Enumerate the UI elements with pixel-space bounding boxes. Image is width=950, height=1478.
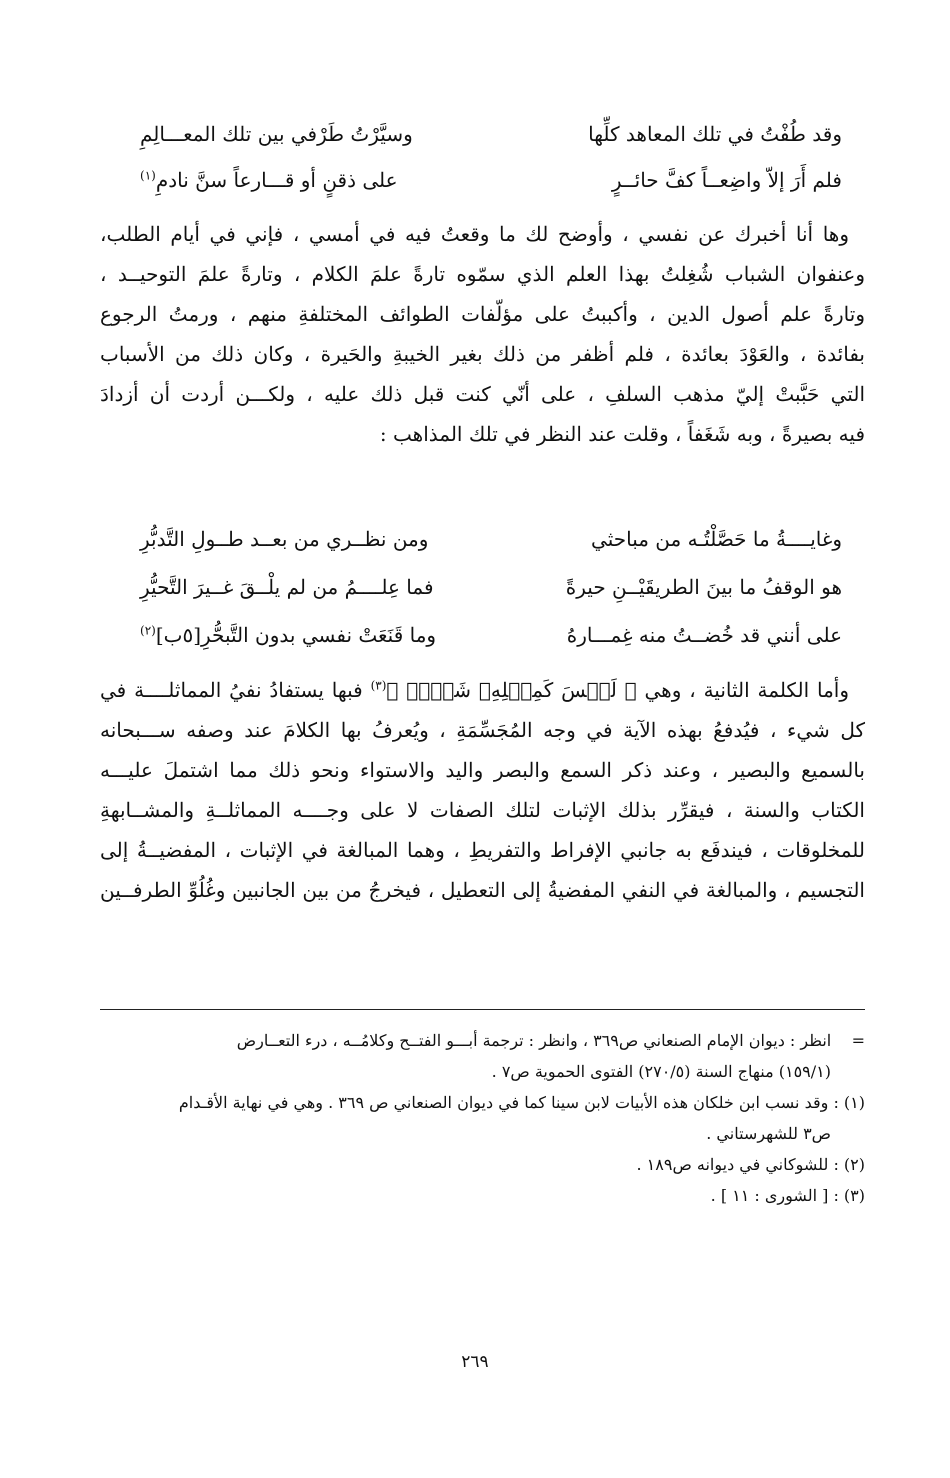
prose-line: وعنفوان الشباب شُغِلتُ بهذا العلم الذي سمّوه تارةً علمَ الكلام ، وتارةً علمَ التوحيــد ، bbox=[100, 262, 865, 286]
footnote-mark: (١) : bbox=[833, 1093, 865, 1112]
prose-line: للمخلوقات ، فيندفَع به جانبي الإفراط والتفريطِ ، وهما المبالغة في الإثبات ، المفضيــةُ إلى bbox=[100, 838, 865, 862]
prose-line: وها أنا أخبرك عن نفسي ، وأوضح لك ما وقعتُ فيه في أمسي ، فإني في أيام الطلب، bbox=[100, 222, 849, 246]
verse-line-4 bbox=[100, 567, 862, 607]
prose-line: الكتاب والسنة ، فيقرِّر بذلك الإثبات لتلك الصفات لا على وجــــه المماثلــةِ والمشــابهةِ bbox=[100, 798, 865, 822]
prose-line: وتارةً علم أصول الدين ، وأكببتُ على مؤلّفات الطوائف المختلفةِ منهم ، ورمتُ الرجوع bbox=[100, 302, 865, 326]
prose-line bbox=[100, 670, 865, 710]
verse-line-5 bbox=[100, 615, 862, 655]
verse-1-first-hemistich: وقد طُفْتُ في تلك المعاهد كلِّها bbox=[588, 122, 842, 146]
prose-lead: وأما الكلمة الثانية ، وهي bbox=[636, 678, 850, 702]
verse-line-2 bbox=[100, 160, 862, 200]
prose-line: التي حَبَّبتْ إليّ مذهب السلفِ ، على أنّي كنت قبل ذلك عليه ، ولكـــن أردت أن أزدادَ bbox=[100, 382, 865, 406]
footnote-text-continued: ص٣ للشهرستاني . bbox=[706, 1124, 831, 1143]
verse-line-3 bbox=[100, 519, 862, 559]
footnote-text: وقد نسب ابن خلكان هذه الأبيات لابن سينا كما في ديوان الصنعاني ص ٣٦٩ . وهي في نهاية الأقـدام bbox=[178, 1093, 829, 1112]
verse-5-first-hemistich: على أنني قد خُضــتُ منه غِمـــارهُ bbox=[566, 623, 842, 647]
verse-3-second-hemistich: ومن نظــري من بعــد طــولِ التَّدبُّرِ bbox=[140, 527, 429, 551]
footnote-text: للشوكاني في ديوانه ص١٨٩ . bbox=[636, 1155, 829, 1174]
verse-5-second-hemistich: وما قَنَعَتْ نفسي بدون التَّبحُّرِ[٥ب]$^{(٢)}$ bbox=[140, 623, 437, 647]
footnote-text: [ الشورى : ١١ ] . bbox=[710, 1186, 829, 1205]
footnotes bbox=[100, 1025, 865, 1211]
prose-line: بفائدة ، والعَوْدَ بعائدة ، فلم أظفر من ذلك بغير الخيبةِ والحَيرة ، وكان ذلك من الأسباب bbox=[100, 342, 865, 366]
prose-tail: فبها يستفادُ نفيُ المماثلــــة في bbox=[100, 678, 371, 702]
verse-4-second-hemistich: فما عِلــــمُ من لم يلْــقَ غــيرَ التَّحيُّرِ bbox=[140, 575, 434, 599]
prose-line: كل شيء ، فيُدفعُ بهذه الآية في وجه المُجَسِّمَةِ ، ويُعرفُ بها الكلامَ عند وصفه ســـبحانه bbox=[100, 718, 865, 742]
footnote-mark: (٣) : bbox=[833, 1186, 865, 1205]
verse-4-first-hemistich: هو الوقفُ ما بينَ الطريقَيْــنِ حيرةً bbox=[565, 575, 842, 599]
footnote-continuation bbox=[100, 1025, 865, 1087]
footnote-separator bbox=[100, 1009, 865, 1010]
verse-2-first-hemistich: فلم أَرَ إلاّ واضِعــاً كفَّ حائــرٍ bbox=[611, 168, 842, 192]
footnote-1 bbox=[100, 1087, 865, 1149]
verse-1-second-hemistich: وسيَّرْتُ طَرْفي بين تلك المعـــالِمِ bbox=[140, 122, 413, 146]
verse-3-first-hemistich: وغايــــةُ ما حَصَّلْتُـه من مباحثي bbox=[591, 527, 842, 551]
page-number: ٢٦٩ bbox=[461, 1352, 489, 1372]
footnote-mark: (٢) : bbox=[833, 1155, 865, 1174]
footnote-ref-1[interactable]: (١) bbox=[140, 168, 156, 183]
footnote-3 bbox=[100, 1180, 865, 1211]
footnote-text-continued: (١٥٩/١) منهاج السنة (٢٧٠/٥) الفتوى الحموية ص٧ . bbox=[491, 1062, 831, 1081]
footnote-2 bbox=[100, 1149, 865, 1180]
quran-quote: ﴿ لَيۡسَ كَمِثۡلِهِۦ شَيۡءٞ ﴾ bbox=[386, 678, 637, 702]
prose-line: التجسيم ، والمبالغة في النفي المفضيةُ إلى التعطيل ، فيخرجُ من بين الجانبين وغُلُوِّ الطرفــين bbox=[100, 878, 865, 902]
footnote-ref-2[interactable]: (٢) bbox=[140, 623, 156, 638]
prose-line: فيه بصيرةً ، وبه شَغَفاً ، وقلت عند النظر في تلك المذاهب : bbox=[379, 422, 865, 446]
prose-line: بالسميع والبصير ، وعند ذكر السمع والبصر واليد والاستواء ونحو ذلك مما اشتملَ عليـــه bbox=[100, 758, 865, 782]
prose-block-2 bbox=[100, 670, 865, 910]
footnote-ref-3[interactable]: (٣) bbox=[370, 678, 387, 693]
footnote-text: انظر : ديوان الإمام الصنعاني ص٣٦٩ ، وانظر : ترجمة أبـــو الفتــح وكلامُــه ، درء التعــارض bbox=[236, 1031, 832, 1050]
prose-block-1 bbox=[100, 214, 865, 454]
verse-2-second-hemistich: على ذقنٍ أو قـــارعاً سنَّ نادمِ$^{(١)}$ bbox=[140, 168, 398, 192]
footnote-mark: = bbox=[851, 1031, 865, 1050]
verse-line-1 bbox=[100, 114, 862, 154]
